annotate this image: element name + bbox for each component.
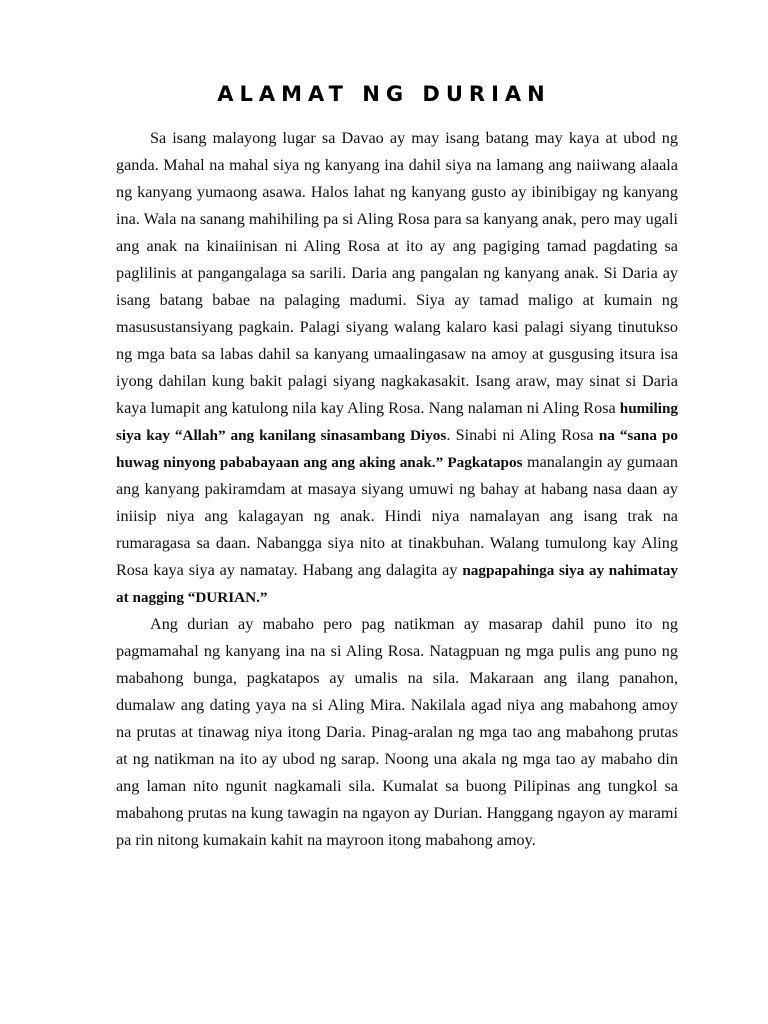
paragraph-1	[116, 125, 678, 611]
paragraph-1-text-c: manalangin ay gumaan ang kanyang pakiramdam at masaya siyang umuwi ng bahay at habang nasa daan ay iniisip niya ang kalagayan ng anak. Hindi niya namalayan ang isang trak na rumaragasa sa daan. Nabangga siya nito at tinakbuhan. Walang tumulong kay Aling Rosa kaya siya ay namatay. Habang ang dalagita ay	[116, 453, 678, 579]
paragraph-2: Ang durian ay mabaho pero pag natikman ay masarap dahil puno ito ng pagmamahal ng kanyang ina na si Aling Rosa. Natagpuan ng mga pulis ang puno ng mabahong bunga, pagkatapos ay umalis na sila. Makaraan ang ilang panahon, dumalaw ang dating yaya na si Aling Mira. Nakilala agad niya ang mabahong amoy na prutas at tinawag niya itong Daria. Pinag-aralan ng mga tao ang mabahong prutas at ng natikman na ito ay ubod ng sarap. Noong una akala ng mga tao ay mabaho din ang laman nito ngunit nagkamali sila. Kumalat sa buong Pilipinas ang tungkol sa mabahong prutas na kung tawagin na ngayon ay Durian. Hanggang ngayon ay marami pa rin nitong kumakain kahit na mayroon itong mabahong amoy.	[116, 615, 678, 849]
paragraph-1-text-b: . Sinabi ni Aling Rosa	[446, 426, 599, 444]
paragraph-1-text-a: Sa isang malayong lugar sa Davao ay may isang batang may kaya at ubod ng ganda. Mahal na mahal siya ng kanyang ina dahil siya na lamang ang naiiwang alaala ng kanyang yumaong asawa. Halos lahat ng kanyang gusto ay ibinibigay ng kanyang ina. Wala na sanang mahihiling pa si Aling Rosa para sa kanyang anak, pero may ugali ang anak na kinaiinisan ni Aling Rosa at ito ay ang pagiging tamad pagdating sa paglilinis at pangangalaga sa sarili. Daria ang pangalan ng kanyang anak. Si Daria ay isang batang babae na palaging madumi. Siya ay tamad maligo at kumain ng masusustansiyang pagkain. Palagi siyang walang kalaro kasi palagi siyang tinutukso ng mga bata sa labas dahil sa kanyang umaalingasaw na amoy at gusgusing itsura isa iyong dahilan kung bakit palagi siyang nagkakasakit. Isang araw, may sinat si Daria kaya lumapit ang katulong nila kay Aling Rosa. Nang nalaman ni Aling Rosa	[116, 129, 678, 417]
paragraph-1-emphasis-c: nagpapahinga siya ay nahimatay at nagging “DURIAN.”	[116, 562, 678, 606]
paragraph-1-emphasis-b: na “sana po huwag ninyong pababayaan ang ang aking anak.” Pagkatapos	[116, 427, 678, 471]
document-body	[116, 125, 678, 854]
document-title: ALAMAT NG DURIAN	[217, 82, 551, 106]
paragraph-1-emphasis-a: humiling siya kay “Allah” ang kanilang sinasambang Diyos	[116, 400, 678, 444]
